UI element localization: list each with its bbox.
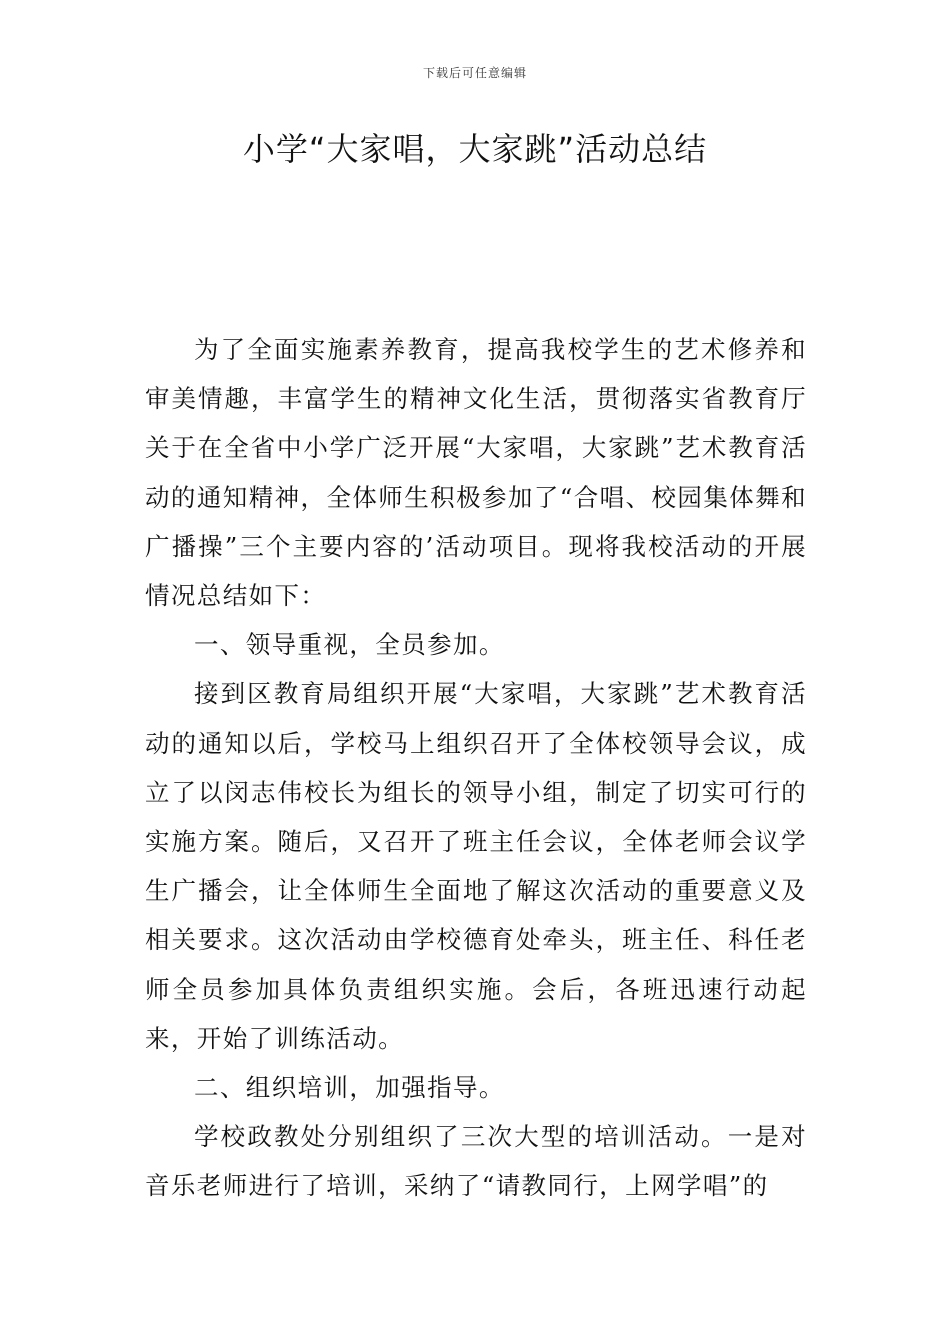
header-note: 下载后可任意编辑 xyxy=(422,66,527,80)
section-heading-1: 一、领导重视，全员参加。 xyxy=(194,630,505,660)
paragraph-intro: 为了全面实施素养教育，提高我校学生的艺术修养和审美情趣，丰富学生的精神文化生活，贯彻落实省教育厅关于在全省中小学广泛开展“大家唱，大家跳”艺术教育活动的通知精神，全体师生积极参加了“合唱、校园集体舞和广播操”三个主要内容的’活动项目。现将我校活动的开展情况总结如下： xyxy=(145,335,807,611)
paragraph-section-1: 接到区教育局组织开展“大家唱，大家跳”艺术教育活动的通知以后，学校马上组织召开了全体校领导会议，成立了以闵志伟校长为组长的领导小组，制定了切实可行的实施方案。随后，又召开了班主任会议，全体老师会议学生广播会，让全体师生全面地了解这次活动的重要意义及相关要求。这次活动由学校德育处牵头，班主任、科任老师全员参加具体负责组织实施。会后，各班迅速行动起来，开始了训练活动。 xyxy=(145,679,807,1053)
document-body xyxy=(145,325,807,1211)
paragraph-section-2: 学校政教处分别组织了三次大型的培训活动。一是对音乐老师进行了培训，采纳了“请教同行，上网学唱”的 xyxy=(145,1122,807,1201)
document-title: 小学“大家唱，大家跳”活动总结 xyxy=(242,130,708,168)
section-heading-2: 二、组织培训，加强指导。 xyxy=(194,1073,505,1103)
